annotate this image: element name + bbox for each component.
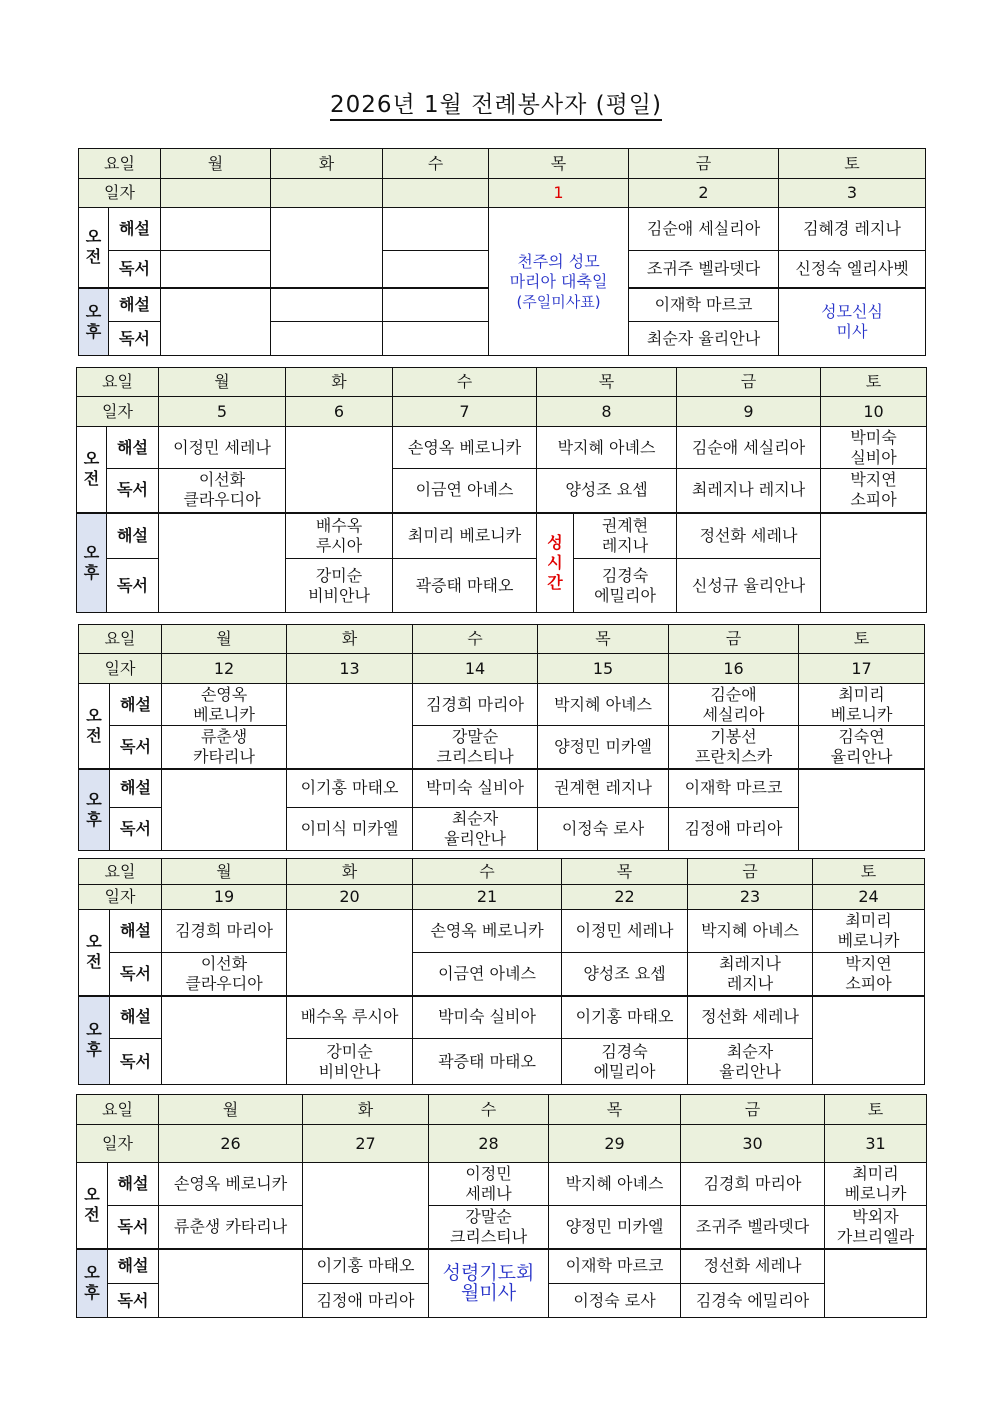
week-1-table [78,148,926,356]
day-header-tue: 화 [286,368,393,397]
date-thu: 29 [549,1125,681,1163]
date-tue: 27 [303,1125,429,1163]
day-header-sat: 토 [825,1095,927,1125]
date-thu: 8 [537,397,677,427]
cell-mon-am-commentary: 손영옥 베로니카 [159,1163,303,1206]
cell-thu-pm-reading: 김경숙 에밀리아 [562,1039,688,1085]
cell-fri-pm-reading: 신성규 율리안나 [677,559,821,613]
cell-wed-pm-reading: 최순자 율리안나 [413,808,538,851]
day-header-fri: 금 [688,859,813,885]
date-tue: 13 [287,654,413,684]
pm-label: 오 후 [77,1249,108,1318]
am-label: 오 전 [79,684,110,769]
weekday-label: 요일 [79,149,161,179]
weekday-label: 요일 [77,1095,159,1125]
role-commentary: 해설 [107,513,159,559]
role-commentary: 해설 [109,288,161,322]
cell-wed-am-reading: 강말순 크리스티나 [429,1206,549,1249]
am-label: 오 전 [79,208,109,288]
date-tue: 6 [286,397,393,427]
role-commentary: 해설 [110,684,162,726]
cell-thu-am-reading: 양성조 요셉 [537,469,677,513]
role-reading: 독서 [110,953,162,996]
cell-wed-am-commentary: 손영옥 베로니카 [413,910,562,953]
pm-label: 오 후 [77,513,107,613]
role-commentary: 해설 [107,427,159,469]
cell-sat-am-reading: 김숙연 율리안나 [799,726,925,769]
date-sat: 3 [779,179,926,208]
cell-fri-am-commentary: 박지혜 아녜스 [688,910,813,953]
cell-wed-am-reading [383,251,489,288]
date-fri: 23 [688,885,813,910]
cell-sat-am-reading: 신정숙 엘리사벳 [779,251,926,288]
cell-tue-am [286,427,393,513]
cell-wed-pm-commentary: 박미숙 실비아 [413,769,538,808]
cell-sat-am-reading: 박지연 소피아 [813,953,925,996]
cell-wed-am-reading: 강말순 크리스티나 [413,726,538,769]
week-4-table [78,858,925,1085]
cell-wed-am-commentary [383,208,489,251]
cell-tue-pm-reading: 김정애 마리아 [303,1284,429,1318]
am-label: 오 전 [77,427,107,513]
cell-wed-am-reading: 이금연 아녜스 [413,953,562,996]
am-label: 오 전 [77,1163,108,1249]
date-label: 일자 [77,397,159,427]
special-mass-cell: 성모신심 미사 [779,288,926,356]
cell-fri-pm-commentary: 이재학 마르코 [629,288,779,322]
role-reading: 독서 [110,726,162,769]
cell-mon-pm [162,996,287,1085]
cell-tue-pm-reading: 이미식 미카엘 [287,808,413,851]
cell-tue-pm-commentary: 배수옥 루시아 [286,513,393,559]
day-header-sat: 토 [779,149,926,179]
cell-fri-pm-reading: 최순자 율리안나 [688,1039,813,1085]
cell-wed-am-reading: 이금연 아녜스 [393,469,537,513]
day-header-tue: 화 [303,1095,429,1125]
cell-fri-am-commentary: 김경희 마리아 [681,1163,825,1206]
cell-wed-pm-commentary [383,288,489,322]
cell-mon-am-reading: 이선화 클라우디아 [159,469,286,513]
cell-thu-am-commentary: 이정민 세레나 [562,910,688,953]
date-sat: 31 [825,1125,927,1163]
cell-mon-pm [159,513,286,613]
cell-sat-pm [813,996,925,1085]
cell-sat-am-reading: 박외자 가브리엘라 [825,1206,927,1249]
cell-fri-am-commentary: 김순애 세실리아 [669,684,799,726]
cell-mon-am-reading: 류춘생 카타리나 [162,726,287,769]
cell-fri-am-reading: 조귀주 벨라뎃다 [681,1206,825,1249]
cell-fri-pm-reading: 김경숙 에밀리아 [681,1284,825,1318]
date-sat: 10 [821,397,927,427]
cell-mon-am-reading: 이선화 클라우디아 [162,953,287,996]
cell-sat-am-commentary: 최미리 베로니카 [825,1163,927,1206]
am-label: 오 전 [79,910,110,996]
day-header-sat: 토 [799,625,925,654]
cell-sat-pm [799,769,925,851]
cell-thu-pm-commentary: 이기홍 마태오 [562,996,688,1039]
date-thu: 22 [562,885,688,910]
day-header-thu: 목 [562,859,688,885]
date-sat: 17 [799,654,925,684]
cell-tue-pm-reading [271,322,383,356]
cell-sat-pm [821,513,927,613]
cell-mon-pm [162,769,287,851]
cell-sat-am-commentary: 최미리 베로니카 [813,910,925,953]
cell-thu-am-reading: 양성조 요셉 [562,953,688,996]
cell-mon-am-commentary: 손영옥 베로니카 [162,684,287,726]
role-reading: 독서 [110,1039,162,1085]
role-commentary: 해설 [108,1249,159,1284]
date-tue: 20 [287,885,413,910]
weekday-label: 요일 [79,859,162,885]
day-header-tue: 화 [287,625,413,654]
holy-hour-label: 성 시 간 [537,513,574,613]
day-header-wed: 수 [429,1095,549,1125]
week-5-table [76,1094,927,1318]
cell-fri-am-commentary: 김순애 세실리아 [677,427,821,469]
cell-mon-am-commentary [161,208,271,251]
date-wed: 7 [393,397,537,427]
cell-tue-pm-commentary: 이기홍 마태오 [287,769,413,808]
cell-fri-pm-reading: 김정애 마리아 [669,808,799,851]
cell-tue-am [303,1163,429,1249]
cell-fri-pm-commentary: 정선화 세레나 [688,996,813,1039]
cell-wed-pm-reading: 곽증태 마태오 [393,559,537,613]
date-tue [271,179,383,208]
cell-fri-am-reading: 최레지나 레지나 [688,953,813,996]
role-commentary: 해설 [109,208,161,251]
day-header-fri: 금 [629,149,779,179]
day-header-tue: 화 [271,149,383,179]
day-header-sat: 토 [821,368,927,397]
date-label: 일자 [77,1125,159,1163]
cell-tue-pm-commentary [271,288,383,322]
day-header-mon: 월 [159,368,286,397]
day-header-wed: 수 [383,149,489,179]
cell-tue-am [287,910,413,996]
day-header-mon: 월 [159,1095,303,1125]
cell-wed-pm-commentary: 최미리 베로니카 [393,513,537,559]
role-reading: 독서 [108,1284,159,1318]
cell-sat-pm [825,1249,927,1318]
cell-thu-pm-reading: 이정숙 로사 [549,1284,681,1318]
cell-fri-pm-commentary: 정선화 세레나 [681,1249,825,1284]
role-reading: 독서 [107,469,159,513]
pm-label: 오 후 [79,996,110,1085]
cell-fri-am-reading: 최레지나 레지나 [677,469,821,513]
cell-tue-pm-reading: 강미순 비비안나 [286,559,393,613]
day-header-thu: 목 [549,1095,681,1125]
cell-wed-am-commentary: 손영옥 베로니카 [393,427,537,469]
cell-mon-pm [159,1249,303,1318]
date-mon: 19 [162,885,287,910]
date-fri: 2 [629,179,779,208]
day-header-mon: 월 [162,859,287,885]
day-header-fri: 금 [681,1095,825,1125]
cell-thu-am-reading: 양정민 미카엘 [549,1206,681,1249]
day-header-wed: 수 [413,625,538,654]
day-header-mon: 월 [162,625,287,654]
role-reading: 독서 [108,1206,159,1249]
cell-tue-pm-commentary: 배수옥 루시아 [287,996,413,1039]
day-header-thu: 목 [489,149,629,179]
date-thu-holiday: 1 [489,179,629,208]
date-fri: 30 [681,1125,825,1163]
cell-mon-am-reading [161,251,271,288]
date-fri: 16 [669,654,799,684]
cell-fri-pm-reading: 최순자 율리안나 [629,322,779,356]
day-header-thu: 목 [537,368,677,397]
day-header-wed: 수 [413,859,562,885]
role-commentary: 해설 [110,996,162,1039]
date-sat: 24 [813,885,925,910]
date-wed [383,179,489,208]
cell-tue-am [271,208,383,288]
day-header-fri: 금 [669,625,799,654]
special-feast-cell: 천주의 성모 마리아 대축일 (주일미사표) [489,208,629,356]
cell-mon-pm [161,288,271,356]
role-commentary: 해설 [110,769,162,808]
weekday-label: 요일 [77,368,159,397]
day-header-fri: 금 [677,368,821,397]
cell-mon-am-commentary: 김경희 마리아 [162,910,287,953]
cell-mon-am-reading: 류춘생 카타리나 [159,1206,303,1249]
cell-thu-pm-commentary: 권계현 레지나 [574,513,677,559]
cell-tue-pm-commentary: 이기홍 마태오 [303,1249,429,1284]
cell-thu-pm-commentary: 이재학 마르코 [549,1249,681,1284]
day-header-wed: 수 [393,368,537,397]
day-header-thu: 목 [538,625,669,654]
week-3-table [78,624,925,851]
date-fri: 9 [677,397,821,427]
day-header-sat: 토 [813,859,925,885]
cell-thu-am-reading: 양정민 미카엘 [538,726,669,769]
cell-sat-am-commentary: 박미숙 실비아 [821,427,927,469]
cell-wed-pm-commentary: 박미숙 실비아 [413,996,562,1039]
date-label: 일자 [79,654,162,684]
role-reading: 독서 [110,808,162,851]
cell-wed-pm-reading [383,322,489,356]
cell-thu-am-commentary: 박지혜 아녜스 [537,427,677,469]
weekday-label: 요일 [79,625,162,654]
role-commentary: 해설 [108,1163,159,1206]
pm-label: 오 후 [79,288,109,356]
date-mon: 12 [162,654,287,684]
cell-thu-pm-reading: 김경숙 에밀리아 [574,559,677,613]
role-reading: 독서 [109,322,161,356]
cell-tue-pm-reading: 강미순 비비안나 [287,1039,413,1085]
cell-thu-am-commentary: 박지혜 아녜스 [538,684,669,726]
date-thu: 15 [538,654,669,684]
cell-thu-am-commentary: 박지혜 아녜스 [549,1163,681,1206]
cell-fri-pm-commentary: 이재학 마르코 [669,769,799,808]
day-header-tue: 화 [287,859,413,885]
date-label: 일자 [79,885,162,910]
special-prayer-mass-cell: 성령기도회 월미사 [429,1249,549,1318]
cell-tue-am [287,684,413,769]
page-title: 2026년 1월 전례봉사자 (평일) [0,86,992,119]
cell-sat-am-commentary: 최미리 베로니카 [799,684,925,726]
cell-fri-pm-commentary: 정선화 세레나 [677,513,821,559]
cell-sat-am-commentary: 김혜경 레지나 [779,208,926,251]
role-commentary: 해설 [110,910,162,953]
date-mon: 26 [159,1125,303,1163]
role-reading: 독서 [107,559,159,613]
date-label: 일자 [79,179,161,208]
role-reading: 독서 [109,251,161,288]
cell-fri-am-commentary: 김순애 세실리아 [629,208,779,251]
week-2-table [76,367,927,613]
date-mon: 5 [159,397,286,427]
cell-fri-am-reading: 기봉선 프란치스카 [669,726,799,769]
date-wed: 14 [413,654,538,684]
cell-fri-am-reading: 조귀주 벨라뎃다 [629,251,779,288]
date-mon [161,179,271,208]
day-header-mon: 월 [161,149,271,179]
cell-sat-am-reading: 박지연 소피아 [821,469,927,513]
cell-wed-pm-reading: 곽증태 마태오 [413,1039,562,1085]
cell-thu-pm-commentary: 권계현 레지나 [538,769,669,808]
date-wed: 28 [429,1125,549,1163]
cell-mon-am-commentary: 이정민 세레나 [159,427,286,469]
pm-label: 오 후 [79,769,110,851]
cell-wed-am-commentary: 김경희 마리아 [413,684,538,726]
date-wed: 21 [413,885,562,910]
cell-wed-am-commentary: 이정민 세레나 [429,1163,549,1206]
cell-thu-pm-reading: 이정숙 로사 [538,808,669,851]
